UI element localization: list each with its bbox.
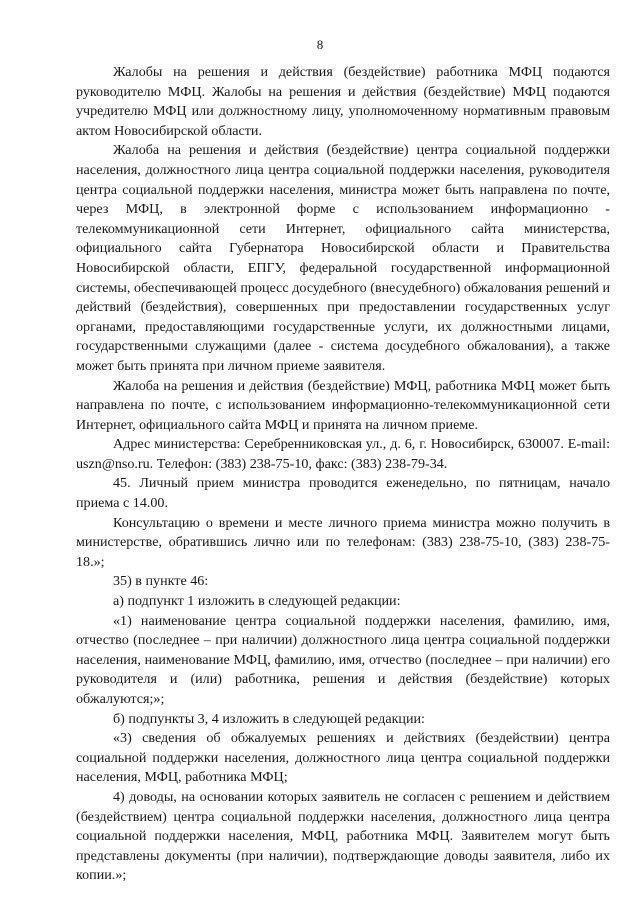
- paragraph-ministry-address: Адрес министерства: Серебренниковская ул., д. 6, г. Новосибирск, 630007. E-mail: uszn@nso.ru. Телефон: (383) 238-75-10, факс: (383) 238-79-34.: [76, 436, 610, 472]
- page-number: 8: [316, 37, 324, 52]
- paragraph-subitem-a: а) подпункт 1 изложить в следующей редакции:: [113, 593, 401, 610]
- paragraph-item-35: 35) в пункте 46:: [113, 573, 209, 590]
- paragraph-complaint-mfc: Жалоба на решения и действия (бездействие) МФЦ, работника МФЦ может быть направлена по почте, с использованием информационно-телекоммуникационной сети Интернет, официального сайта МФЦ и принята на личном приеме.: [76, 377, 610, 433]
- paragraph-complaint-channels: Жалоба на решения и действия (бездействие) центра социальной поддержки населения, должностного лица центра социальной поддержки населения, руководителя центра социальной поддержки населения, министра может быть направлена по почте, через МФЦ, в электронной форме с использованием информационно - телекоммуникационной сети Интернет, официального сайта министерства, официального сайта Губернатора Новосибирской области и Правительства Новосибирской области, ЕПГУ, федеральной государственной информационной системы, обеспечивающей процесс досудебного (внесудебного) обжалования решений и действий (бездействия), совершенных при предоставлении государственных услуг органами, предоставляющими государственные услуги, их должностными лицами, государственными служащими (далее - система досудебного обжалования), а также может быть принята при личном приеме заявителя.: [76, 142, 610, 374]
- document-body: [76, 63, 610, 886]
- paragraph-consultation: Консультацию о времени и месте личного приема министра можно получить в министерстве, обратившись лично или по телефонам: (383) 238-75-10, (383) 238-75-18.»;: [76, 514, 610, 570]
- paragraph-subitem-4-text: 4) доводы, на основании которых заявитель не согласен с решением и действием (бездействием) центра социальной поддержки населения, должностного лица центра социальной поддержки населения, МФЦ, работника МФЦ. Заявителем могут быть представлены документы (при наличии), подтверждающие доводы заявителя, либо их копии.»;: [76, 788, 610, 884]
- paragraph-subitem-3-text: «3) сведения об обжалуемых решениях и действиях (бездействии) центра социальной поддержки населения, должностного лица центра социальной поддержки населения, МФЦ, работника МФЦ;: [76, 730, 610, 786]
- paragraph-complaints-mfc-worker: Жалобы на решения и действия (бездействие) работника МФЦ подаются руководителю МФЦ. Жалобы на решения и действия (бездействие) МФЦ подаются учредителю МФЦ или должностному лицу, уполномоченному нормативным правовым актом Новосибирской области.: [76, 64, 610, 139]
- paragraph-subitem-1-text: «1) наименование центра социальной поддержки населения, фамилию, имя, отчество (последнее – при наличии) должностного лица центра социальной поддержки населения, наименование МФЦ, фамилию, имя, отчество (последнее – при наличии) его руководителя и (или) работника, решения и действия (бездействие) которых обжалуются;»;: [76, 612, 610, 707]
- paragraph-subitem-b: б) подпункты 3, 4 изложить в следующей редакции:: [113, 710, 425, 727]
- paragraph-personal-reception: 45. Личный прием министра проводится еженедельно, по пятницам, начало приема с 14.00.: [76, 475, 610, 512]
